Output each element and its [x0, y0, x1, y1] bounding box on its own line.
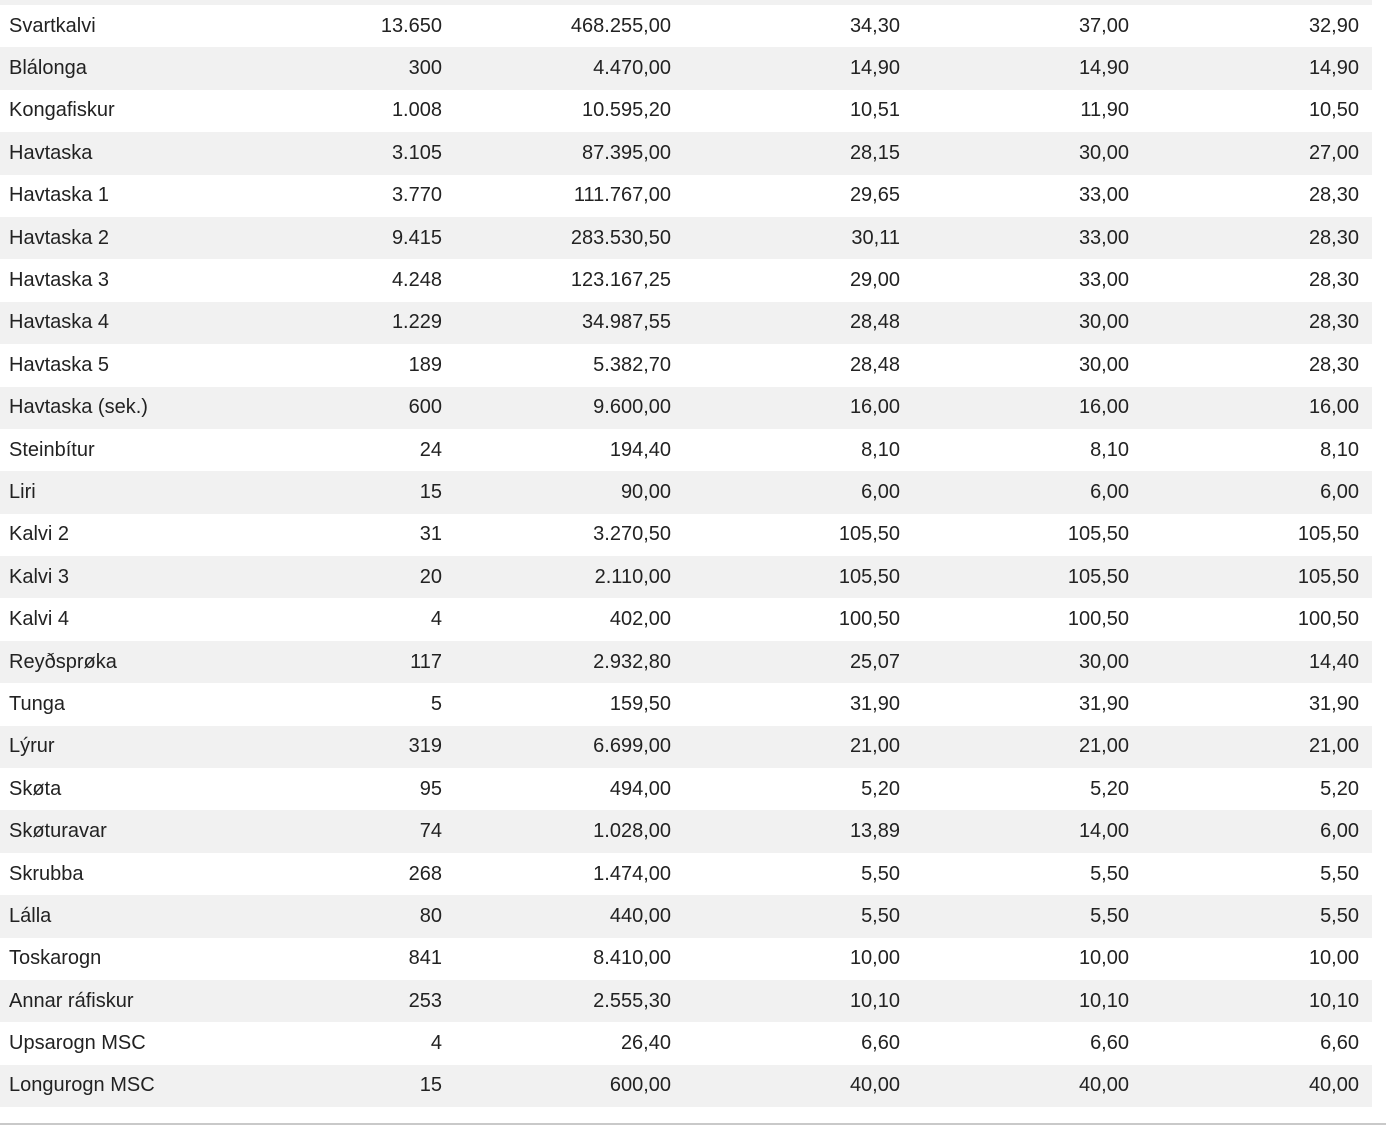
average-price-cell: 30,11: [851, 226, 900, 249]
average-price-cell: 21,00: [849, 735, 900, 758]
table-row: [0, 895, 1372, 937]
species-name-cell: Liri: [9, 480, 36, 503]
fish-price-table: [0, 5, 1372, 1107]
table-row: [0, 302, 1372, 344]
species-name-cell: Skøturavar: [9, 820, 107, 843]
quantity-cell: 24: [419, 438, 442, 461]
total-value-cell: 402,00: [609, 608, 671, 631]
quantity-cell: 5: [430, 692, 442, 715]
table-row: [0, 175, 1372, 217]
table-row: [0, 683, 1372, 725]
table-row: [0, 853, 1372, 895]
quantity-cell: 1.008: [391, 99, 442, 122]
total-value-cell: 87.395,00: [582, 141, 671, 164]
average-price-cell: 13,89: [849, 820, 900, 843]
table-row: [0, 938, 1372, 980]
quantity-cell: 15: [419, 1074, 442, 1097]
total-value-cell: 111.767,00: [573, 184, 671, 207]
max-price-cell: 33,00: [1078, 269, 1129, 292]
total-value-cell: 26,40: [620, 1032, 671, 1055]
total-value-cell: 6.699,00: [593, 735, 671, 758]
total-value-cell: 8.410,00: [593, 947, 671, 970]
max-price-cell: 5,50: [1090, 904, 1129, 927]
quantity-cell: 15: [419, 480, 442, 503]
max-price-cell: 6,00: [1090, 480, 1129, 503]
species-name-cell: Lýrur: [9, 735, 55, 758]
quantity-cell: 1.229: [391, 311, 442, 334]
max-price-cell: 30,00: [1078, 650, 1129, 673]
table-row: [0, 90, 1372, 132]
table-row: [0, 768, 1372, 810]
quantity-cell: 117: [410, 650, 442, 673]
total-value-cell: 10.595,20: [582, 99, 671, 122]
min-price-cell: 6,60: [1320, 1032, 1359, 1055]
average-price-cell: 5,50: [861, 904, 900, 927]
table-row: [0, 598, 1372, 640]
quantity-cell: 841: [408, 947, 442, 970]
table-row: [0, 387, 1372, 429]
total-value-cell: 123.167,25: [570, 269, 671, 292]
max-price-cell: 14,90: [1078, 57, 1129, 80]
table-body: [0, 5, 1372, 1107]
average-price-cell: 5,50: [861, 862, 900, 885]
max-price-cell: 31,90: [1078, 692, 1129, 715]
total-value-cell: 3.270,50: [593, 523, 671, 546]
table-row: [0, 810, 1372, 852]
average-price-cell: 28,48: [849, 311, 900, 334]
min-price-cell: 5,50: [1320, 862, 1359, 885]
min-price-cell: 14,90: [1308, 57, 1359, 80]
min-price-cell: 21,00: [1308, 735, 1359, 758]
min-price-cell: 105,50: [1297, 565, 1359, 588]
species-name-cell: Steinbítur: [9, 438, 95, 461]
quantity-cell: 319: [408, 735, 442, 758]
min-price-cell: 32,90: [1308, 14, 1359, 37]
max-price-cell: 105,50: [1067, 523, 1129, 546]
average-price-cell: 16,00: [849, 396, 900, 419]
min-price-cell: 40,00: [1308, 1074, 1359, 1097]
quantity-cell: 4: [430, 608, 442, 631]
average-price-cell: 8,10: [861, 438, 900, 461]
species-name-cell: Tunga: [9, 692, 65, 715]
max-price-cell: 14,00: [1078, 820, 1129, 843]
table-row: [0, 1065, 1372, 1107]
min-price-cell: 28,30: [1308, 269, 1359, 292]
min-price-cell: 6,00: [1320, 480, 1359, 503]
average-price-cell: 25,07: [849, 650, 900, 673]
min-price-cell: 5,50: [1320, 904, 1359, 927]
total-value-cell: 9.600,00: [593, 396, 671, 419]
min-price-cell: 28,30: [1308, 226, 1359, 249]
min-price-cell: 28,30: [1308, 184, 1359, 207]
species-name-cell: Havtaska (sek.): [9, 396, 148, 419]
quantity-cell: 13.650: [380, 14, 442, 37]
species-name-cell: Havtaska 1: [9, 184, 110, 207]
average-price-cell: 40,00: [849, 1074, 900, 1097]
quantity-cell: 3.770: [391, 184, 442, 207]
quantity-cell: 600: [408, 396, 442, 419]
average-price-cell: 10,10: [849, 989, 900, 1012]
table-row: [0, 556, 1372, 598]
total-value-cell: 90,00: [620, 480, 671, 503]
quantity-cell: 4: [430, 1032, 442, 1055]
table-row: [0, 5, 1372, 47]
species-name-cell: Annar ráfiskur: [9, 989, 134, 1012]
total-value-cell: 494,00: [609, 777, 671, 800]
species-name-cell: Kalvi 3: [9, 565, 70, 588]
average-price-cell: 14,90: [849, 57, 900, 80]
average-price-cell: 28,15: [849, 141, 900, 164]
species-name-cell: Toskarogn: [9, 947, 102, 970]
average-price-cell: 105,50: [838, 565, 900, 588]
average-price-cell: 105,50: [838, 523, 900, 546]
species-name-cell: Havtaska 5: [9, 353, 110, 376]
quantity-cell: 300: [408, 57, 442, 80]
species-name-cell: Kalvi 2: [9, 523, 70, 546]
min-price-cell: 10,10: [1308, 989, 1359, 1012]
max-price-cell: 21,00: [1078, 735, 1129, 758]
min-price-cell: 5,20: [1320, 777, 1359, 800]
average-price-cell: 31,90: [849, 692, 900, 715]
min-price-cell: 31,90: [1308, 692, 1359, 715]
min-price-cell: 28,30: [1308, 353, 1359, 376]
total-value-cell: 1.028,00: [593, 820, 671, 843]
max-price-cell: 40,00: [1078, 1074, 1129, 1097]
total-value-cell: 5.382,70: [593, 353, 671, 376]
total-value-cell: 159,50: [609, 692, 671, 715]
min-price-cell: 100,50: [1297, 608, 1359, 631]
total-value-cell: 4.470,00: [593, 57, 671, 80]
min-price-cell: 105,50: [1297, 523, 1359, 546]
average-price-cell: 10,51: [849, 99, 900, 122]
species-name-cell: Upsarogn MSC: [9, 1032, 146, 1055]
total-value-cell: 2.932,80: [593, 650, 671, 673]
min-price-cell: 10,50: [1308, 99, 1359, 122]
min-price-cell: 16,00: [1308, 396, 1359, 419]
total-value-cell: 468.255,00: [570, 14, 671, 37]
table-row: [0, 259, 1372, 301]
quantity-cell: 31: [419, 523, 442, 546]
total-value-cell: 283.530,50: [570, 226, 671, 249]
total-value-cell: 1.474,00: [593, 862, 671, 885]
species-name-cell: Svartkalvi: [9, 14, 96, 37]
table-row: [0, 1022, 1372, 1064]
table-row: [0, 429, 1372, 471]
min-price-cell: 10,00: [1308, 947, 1359, 970]
min-price-cell: 28,30: [1308, 311, 1359, 334]
table-row: [0, 726, 1372, 768]
min-price-cell: 6,00: [1320, 820, 1359, 843]
min-price-cell: 14,40: [1308, 650, 1359, 673]
species-name-cell: Havtaska: [9, 141, 93, 164]
average-price-cell: 100,50: [838, 608, 900, 631]
average-price-cell: 6,60: [861, 1032, 900, 1055]
species-name-cell: Skrubba: [9, 862, 84, 885]
max-price-cell: 105,50: [1067, 565, 1129, 588]
average-price-cell: 10,00: [849, 947, 900, 970]
average-price-cell: 34,30: [849, 14, 900, 37]
quantity-cell: 4.248: [391, 269, 442, 292]
average-price-cell: 28,48: [849, 353, 900, 376]
total-value-cell: 34.987,55: [582, 311, 671, 334]
species-name-cell: Kalvi 4: [9, 608, 70, 631]
max-price-cell: 30,00: [1078, 353, 1129, 376]
table-row: [0, 980, 1372, 1022]
max-price-cell: 37,00: [1078, 14, 1129, 37]
max-price-cell: 5,50: [1090, 862, 1129, 885]
quantity-cell: 20: [419, 565, 442, 588]
species-name-cell: Reyðsprøka: [9, 650, 117, 673]
quantity-cell: 80: [419, 904, 442, 927]
species-name-cell: Skøta: [9, 777, 62, 800]
table-row: [0, 217, 1372, 259]
quantity-cell: 3.105: [391, 141, 442, 164]
max-price-cell: 30,00: [1078, 141, 1129, 164]
species-name-cell: Havtaska 2: [9, 226, 110, 249]
species-name-cell: Blálonga: [9, 57, 87, 80]
max-price-cell: 6,60: [1090, 1032, 1129, 1055]
average-price-cell: 29,00: [849, 269, 900, 292]
total-value-cell: 440,00: [609, 904, 671, 927]
total-value-cell: 2.555,30: [593, 989, 671, 1012]
total-value-cell: 600,00: [609, 1074, 671, 1097]
max-price-cell: 30,00: [1078, 311, 1129, 334]
table-row: [0, 514, 1372, 556]
average-price-cell: 6,00: [861, 480, 900, 503]
species-name-cell: Havtaska 4: [9, 311, 110, 334]
species-name-cell: Lálla: [9, 904, 52, 927]
table-row: [0, 47, 1372, 89]
max-price-cell: 11,90: [1080, 99, 1129, 122]
species-name-cell: Havtaska 3: [9, 269, 110, 292]
max-price-cell: 16,00: [1078, 396, 1129, 419]
max-price-cell: 10,10: [1078, 989, 1129, 1012]
min-price-cell: 8,10: [1320, 438, 1359, 461]
total-value-cell: 2.110,00: [594, 565, 671, 588]
max-price-cell: 33,00: [1078, 184, 1129, 207]
table-row: [0, 641, 1372, 683]
table-bottom-rule: [0, 1123, 1386, 1125]
max-price-cell: 5,20: [1090, 777, 1129, 800]
quantity-cell: 9.415: [391, 226, 442, 249]
quantity-cell: 95: [419, 777, 442, 800]
max-price-cell: 100,50: [1067, 608, 1129, 631]
average-price-cell: 5,20: [861, 777, 900, 800]
table-row: [0, 471, 1372, 513]
average-price-cell: 29,65: [849, 184, 900, 207]
table-row: [0, 132, 1372, 174]
table-row: [0, 344, 1372, 386]
species-name-cell: Kongafiskur: [9, 99, 115, 122]
total-value-cell: 194,40: [609, 438, 671, 461]
quantity-cell: 74: [419, 820, 442, 843]
quantity-cell: 268: [408, 862, 442, 885]
max-price-cell: 10,00: [1078, 947, 1129, 970]
quantity-cell: 253: [408, 989, 442, 1012]
max-price-cell: 8,10: [1090, 438, 1129, 461]
quantity-cell: 189: [408, 353, 442, 376]
species-name-cell: Longurogn MSC: [9, 1074, 155, 1097]
max-price-cell: 33,00: [1078, 226, 1129, 249]
min-price-cell: 27,00: [1308, 141, 1359, 164]
